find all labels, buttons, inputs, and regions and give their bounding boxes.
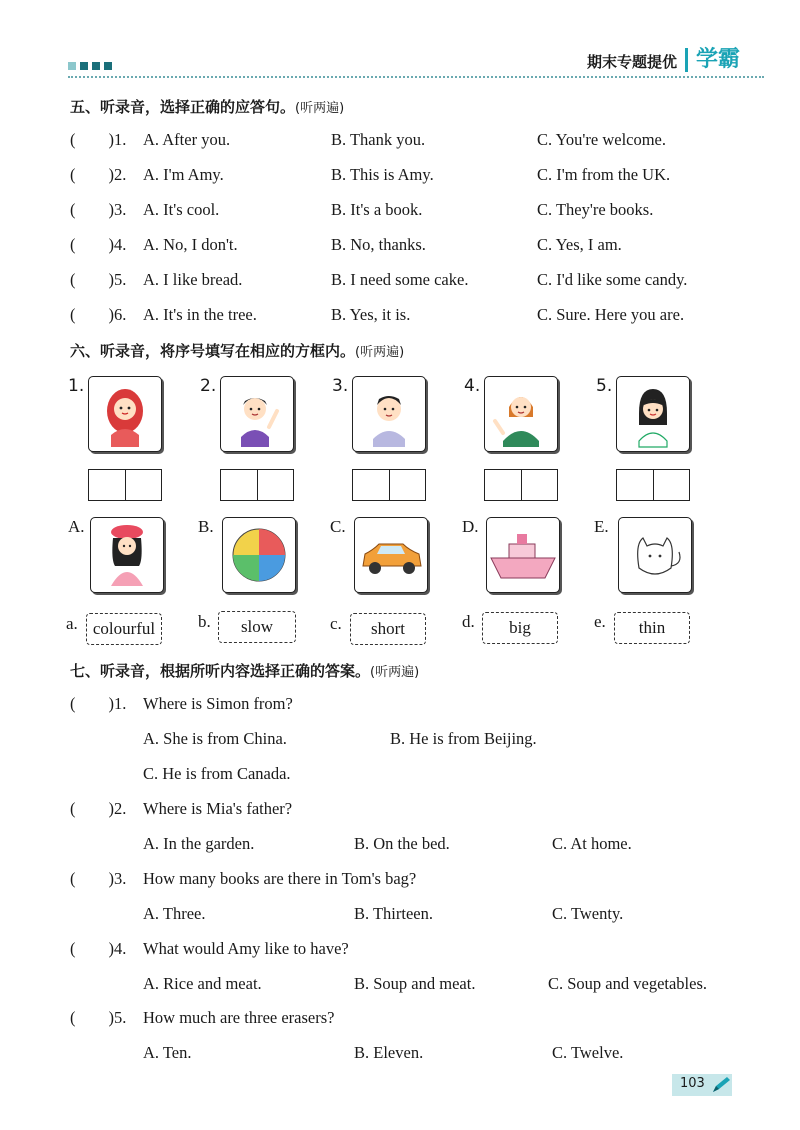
person-number: 2. bbox=[200, 376, 217, 396]
option-a: A. In the garden. bbox=[143, 834, 255, 853]
option-b: B. Thank you. bbox=[331, 130, 426, 149]
section5-note: (听两遍) bbox=[295, 101, 345, 116]
car-picture bbox=[354, 517, 428, 593]
question-text: How much are three erasers? bbox=[143, 1008, 335, 1027]
option-a: A. She is from China. bbox=[143, 729, 287, 748]
option-a: A. Three. bbox=[143, 904, 206, 923]
picture-letter: C. bbox=[330, 517, 346, 536]
option-b: B. Thirteen. bbox=[354, 904, 433, 923]
q-number[interactable]: ( )1. bbox=[70, 694, 127, 713]
page-number-tab bbox=[672, 1074, 732, 1096]
header-divider bbox=[68, 76, 764, 78]
picture-letter: D. bbox=[462, 517, 479, 536]
word-card: slow bbox=[218, 611, 296, 643]
girl-red-hair-picture bbox=[88, 376, 162, 452]
option-c: C. At home. bbox=[552, 834, 632, 853]
ship-picture bbox=[486, 517, 560, 593]
option-c: C. I'd like some candy. bbox=[537, 270, 688, 289]
word-letter: b. bbox=[198, 612, 211, 631]
picture-letter: B. bbox=[198, 517, 214, 536]
option-c: C. Twenty. bbox=[552, 904, 624, 923]
option-a: A. I like bread. bbox=[143, 270, 243, 289]
q-number[interactable]: ( )4. bbox=[70, 939, 127, 958]
q-number[interactable]: ( )5. bbox=[70, 1008, 127, 1027]
person-number: 1. bbox=[68, 376, 85, 396]
section7-title bbox=[70, 660, 419, 681]
picture-letter: E. bbox=[594, 517, 609, 536]
option-a: A. It's cool. bbox=[143, 200, 220, 219]
option-a: A. I'm Amy. bbox=[143, 165, 224, 184]
ball-picture bbox=[222, 517, 296, 593]
q-number[interactable]: ( )2. bbox=[70, 165, 127, 184]
q-number[interactable]: ( )4. bbox=[70, 235, 127, 254]
brand-logo: 学霸 bbox=[695, 47, 740, 72]
q-number[interactable]: ( )2. bbox=[70, 799, 127, 818]
option-b: B. On the bed. bbox=[354, 834, 450, 853]
word-letter: e. bbox=[594, 612, 606, 631]
option-c: C. He is from Canada. bbox=[143, 764, 291, 783]
section7-title-text: 七、听录音，根据所听内容选择正确的答案。 bbox=[70, 662, 371, 680]
picture-letter: A. bbox=[68, 517, 85, 536]
q-number[interactable]: ( )3. bbox=[70, 200, 127, 219]
question-text: How many books are there in Tom's bag? bbox=[143, 869, 417, 888]
option-c: C. Sure. Here you are. bbox=[537, 305, 685, 324]
q-number[interactable]: ( )5. bbox=[70, 270, 127, 289]
answer-box-1[interactable] bbox=[88, 469, 162, 501]
girl-dark-hair-picture bbox=[616, 376, 690, 452]
page-number: 103 bbox=[680, 1076, 705, 1091]
q-number[interactable]: ( )1. bbox=[70, 130, 127, 149]
q-number[interactable]: ( )3. bbox=[70, 869, 127, 888]
person-number: 3. bbox=[332, 376, 349, 396]
word-letter: a. bbox=[66, 614, 78, 633]
option-a: A. Ten. bbox=[143, 1043, 192, 1062]
person-number: 4. bbox=[464, 376, 481, 396]
doll-picture bbox=[90, 517, 164, 593]
option-a: A. After you. bbox=[143, 130, 231, 149]
section6-note: (听两遍) bbox=[355, 345, 405, 360]
word-letter: d. bbox=[462, 612, 475, 631]
option-b: B. I need some cake. bbox=[331, 270, 469, 289]
option-c: C. They're books. bbox=[537, 200, 654, 219]
option-b: B. Yes, it is. bbox=[331, 305, 411, 324]
header-bar bbox=[685, 48, 688, 72]
woman-green-jacket-picture bbox=[484, 376, 558, 452]
section6-title-text: 六、听录音，将序号填写在相应的方框内。 bbox=[70, 342, 356, 360]
option-b: B. No, thanks. bbox=[331, 235, 426, 254]
word-letter: c. bbox=[330, 614, 342, 633]
word-card: thin bbox=[614, 612, 690, 644]
option-a: A. No, I don't. bbox=[143, 235, 238, 254]
question-text: Where is Simon from? bbox=[143, 694, 293, 713]
word-card: colourful bbox=[86, 613, 162, 645]
header bbox=[587, 48, 740, 72]
q-number[interactable]: ( )6. bbox=[70, 305, 127, 324]
option-c: C. You're welcome. bbox=[537, 130, 667, 149]
cat-picture bbox=[618, 517, 692, 593]
section7-note: (听两遍) bbox=[370, 665, 420, 680]
option-b: B. This is Amy. bbox=[331, 165, 434, 184]
option-c: C. Yes, I am. bbox=[537, 235, 622, 254]
header-decoration bbox=[68, 62, 112, 70]
option-c: C. Twelve. bbox=[552, 1043, 624, 1062]
option-b: B. Soup and meat. bbox=[354, 974, 476, 993]
word-card: big bbox=[482, 612, 558, 644]
question-text: What would Amy like to have? bbox=[143, 939, 349, 958]
section5-title-text: 五、听录音，选择正确的应答句。 bbox=[70, 98, 296, 116]
answer-box-4[interactable] bbox=[484, 469, 558, 501]
header-title: 期末专题提优 bbox=[586, 53, 677, 71]
section6-title bbox=[70, 340, 404, 361]
section5-title bbox=[70, 96, 344, 117]
answer-box-5[interactable] bbox=[616, 469, 690, 501]
option-a: A. Rice and meat. bbox=[143, 974, 262, 993]
option-a: A. It's in the tree. bbox=[143, 305, 257, 324]
pencil-icon bbox=[710, 1075, 732, 1095]
person-number: 5. bbox=[596, 376, 613, 396]
answer-box-3[interactable] bbox=[352, 469, 426, 501]
question-text: Where is Mia's father? bbox=[143, 799, 293, 818]
answer-box-2[interactable] bbox=[220, 469, 294, 501]
boy-waving-picture bbox=[220, 376, 294, 452]
word-card: short bbox=[350, 613, 426, 645]
option-c: C. I'm from the UK. bbox=[537, 165, 671, 184]
boy-glasses-picture bbox=[352, 376, 426, 452]
option-c: C. Soup and vegetables. bbox=[548, 974, 708, 993]
option-b: B. Eleven. bbox=[354, 1043, 424, 1062]
option-b: B. He is from Beijing. bbox=[390, 729, 537, 748]
option-b: B. It's a book. bbox=[331, 200, 423, 219]
